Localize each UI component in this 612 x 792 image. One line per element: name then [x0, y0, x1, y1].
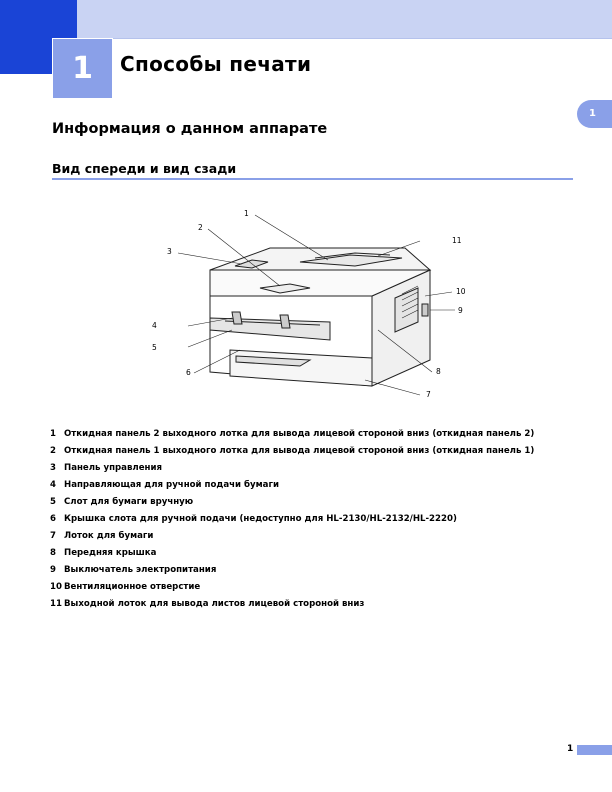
legend-text: Выходной лоток для вывода листов лицевой стороной вниз: [64, 599, 365, 609]
legend-text: Вентиляционное отверстие: [64, 582, 201, 592]
legend-item: [50, 511, 534, 528]
printer-illustration: [140, 200, 480, 410]
footer-bar: [577, 745, 612, 755]
callout-5: 5: [152, 343, 157, 352]
callout-6: 6: [186, 368, 191, 377]
legend-text: Крышка слота для ручной подачи (недоступно для HL-2130/HL-2132/HL-2220): [64, 514, 457, 524]
legend-number: 1: [50, 429, 56, 439]
legend-text: Откидная панель 2 выходного лотка для вывода лицевой стороной вниз (откидная панель 2): [64, 429, 535, 439]
legend-number: 9: [50, 565, 56, 575]
callout-9: 9: [458, 306, 463, 315]
legend-text: Направляющая для ручной подачи бумаги: [64, 480, 279, 490]
legend-number: 3: [50, 463, 56, 473]
legend-number: 5: [50, 497, 56, 507]
legend-text: Выключатель электропитания: [64, 565, 217, 575]
legend-number: 6: [50, 514, 56, 524]
printer-figure: [140, 200, 480, 410]
callout-11: 11: [452, 236, 462, 245]
callout-3: 3: [167, 247, 172, 256]
legend-number: 7: [50, 531, 56, 541]
chapter-side-tab[interactable]: 1: [577, 100, 612, 128]
legend-item: [50, 579, 534, 596]
legend-item: [50, 528, 534, 545]
callout-1: 1: [244, 209, 249, 218]
callout-4: 4: [152, 321, 157, 330]
legend-text: Панель управления: [64, 463, 163, 473]
callout-2: 2: [198, 223, 203, 232]
chapter-title: Способы печати: [120, 52, 312, 76]
legend-number: 10: [50, 582, 62, 592]
chapter-number-box: 1: [52, 38, 113, 99]
legend-text: Лоток для бумаги: [64, 531, 154, 541]
legend-item: [50, 477, 534, 494]
callout-10: 10: [456, 287, 466, 296]
legend-item: [50, 596, 534, 613]
page-number: 1: [567, 744, 574, 754]
legend-item: [50, 494, 534, 511]
callout-7: 7: [426, 390, 431, 399]
legend-text: Откидная панель 1 выходного лотка для вывода лицевой стороной вниз (откидная панель 1): [64, 446, 535, 456]
callout-8: 8: [436, 367, 441, 376]
legend-item: [50, 443, 534, 460]
legend-number: 11: [50, 599, 62, 609]
legend-item: [50, 426, 534, 443]
subsection-rule: [52, 178, 573, 180]
legend-text: Слот для бумаги вручную: [64, 497, 194, 507]
header-light-band: [77, 0, 612, 39]
parts-legend: [50, 426, 534, 613]
legend-item: [50, 460, 534, 477]
legend-item: [50, 545, 534, 562]
legend-number: 8: [50, 548, 56, 558]
subsection-title: Вид спереди и вид сзади: [52, 161, 237, 176]
section-title: Информация о данном аппарате: [52, 121, 328, 137]
legend-number: 4: [50, 480, 56, 490]
legend-item: [50, 562, 534, 579]
legend-text: Передняя крышка: [64, 548, 157, 558]
legend-number: 2: [50, 446, 56, 456]
